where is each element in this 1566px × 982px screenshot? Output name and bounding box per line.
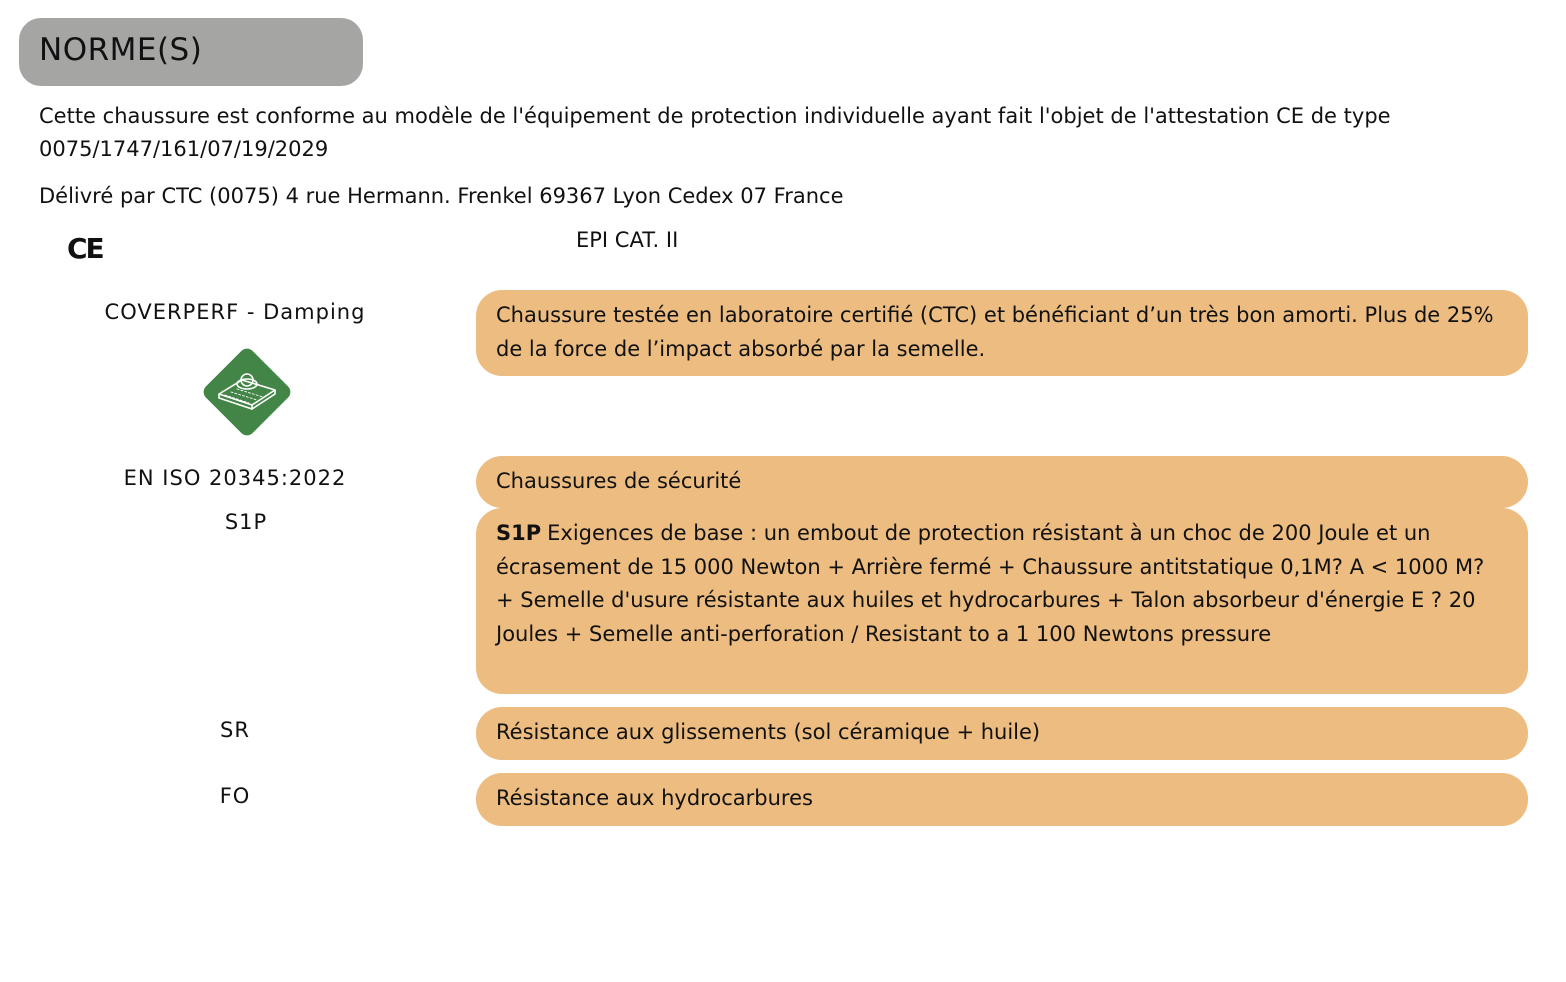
- s1p-code: S1P: [496, 521, 542, 545]
- sr-label: SR: [220, 718, 250, 742]
- section-title-pill: [19, 18, 363, 86]
- sr-description: Résistance aux glissements (sol céramique + huile): [476, 707, 1528, 760]
- epi-category: EPI CAT. II: [576, 228, 679, 252]
- damping-description: Chaussure testée en laboratoire certifié (CTC) et bénéficiant d’un très bon amorti. Plus de 25% de la force de l’impact absorbé par la semelle.: [476, 290, 1528, 376]
- fo-label: FO: [219, 784, 251, 808]
- standard-label: EN ISO 20345:2022: [123, 466, 347, 490]
- s1p-description: Exigences de base : un embout de protection résistant à un choc de 200 Joule et un écrasement de 15 000 Newton + Arrière fermé + Chaussure antitstatique 0,1M? A < 1000 M? + Semelle d'usure résistante aux huiles et hydrocarbures + Talon absorbeur d'énergie E ? 20 Joules + Semelle anti-perforation / Resistant to a 1 100 Newtons pressure: [496, 521, 1485, 646]
- s1p-label: S1P: [224, 510, 268, 534]
- standard-description: Chaussures de sécurité: [476, 456, 1528, 508]
- damping-label: COVERPERF - Damping: [104, 300, 366, 324]
- conformity-text: Cette chaussure est conforme au modèle de l'équipement de protection individuelle ayant fait l'objet de l'attestation CE de type: [39, 104, 1391, 128]
- ce-mark-icon: CE: [67, 232, 103, 265]
- section-title: NORME(S): [39, 32, 203, 68]
- certificate-number: 0075/1747/161/07/19/2029: [39, 137, 329, 161]
- s1p-description-box: [476, 508, 1528, 694]
- damping-sole-icon: [197, 342, 297, 442]
- fo-description: Résistance aux hydrocarbures: [476, 773, 1528, 826]
- delivered-by: Délivré par CTC (0075) 4 rue Hermann. Frenkel 69367 Lyon Cedex 07 France: [39, 184, 844, 208]
- conformity-statement: [39, 100, 1499, 166]
